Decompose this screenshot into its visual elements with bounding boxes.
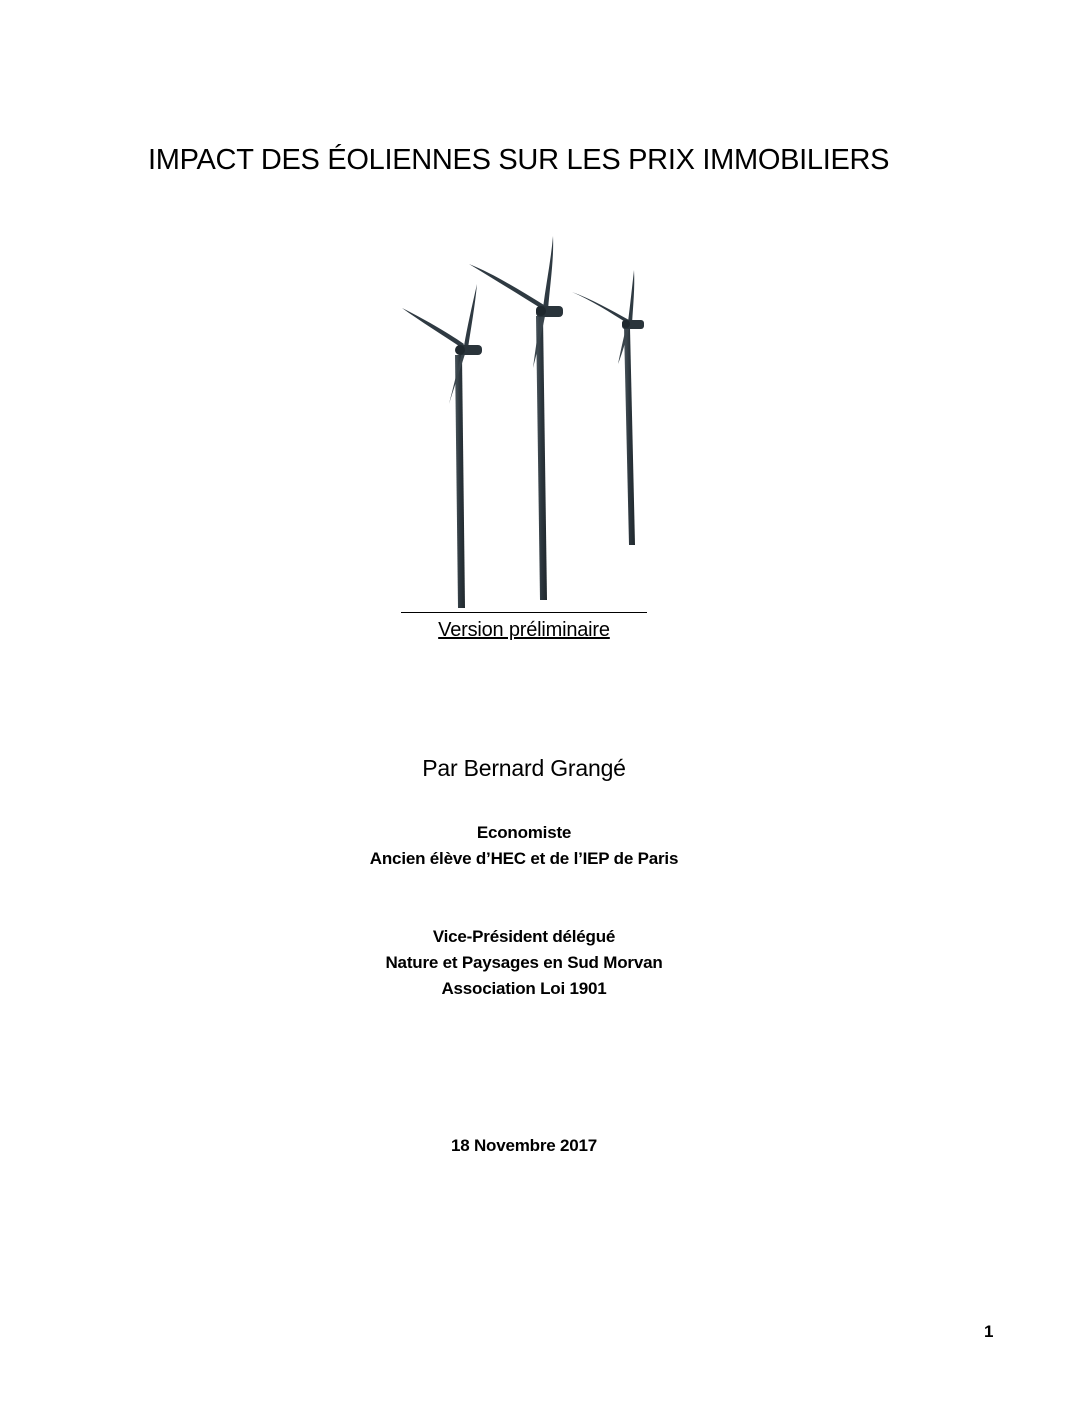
image-underline-rule [401, 612, 647, 613]
author-affiliation [0, 924, 1048, 1002]
affiliation-line: Association Loi 1901 [441, 979, 607, 998]
affiliation-line: Vice-Président délégué [432, 927, 616, 946]
affiliation-line: Nature et Paysages en Sud Morvan [385, 953, 663, 972]
version-caption: Version préliminaire [438, 619, 610, 641]
author-credentials [0, 820, 1048, 872]
author-line: Par Bernard Grangé [422, 755, 626, 781]
credential-line: Ancien élève d’HEC et de l’IEP de Paris [369, 849, 679, 868]
document-date: 18 Novembre 2017 [450, 1136, 598, 1155]
page-number: 1 [984, 1322, 994, 1341]
turbine-left [402, 284, 482, 608]
wind-turbines-image [392, 228, 662, 613]
turbine-center [469, 236, 563, 600]
credential-line: Economiste [476, 823, 572, 842]
document-title: IMPACT DES ÉOLIENNES SUR LES PRIX IMMOBILIERS [148, 144, 890, 176]
turbine-right [572, 270, 644, 545]
